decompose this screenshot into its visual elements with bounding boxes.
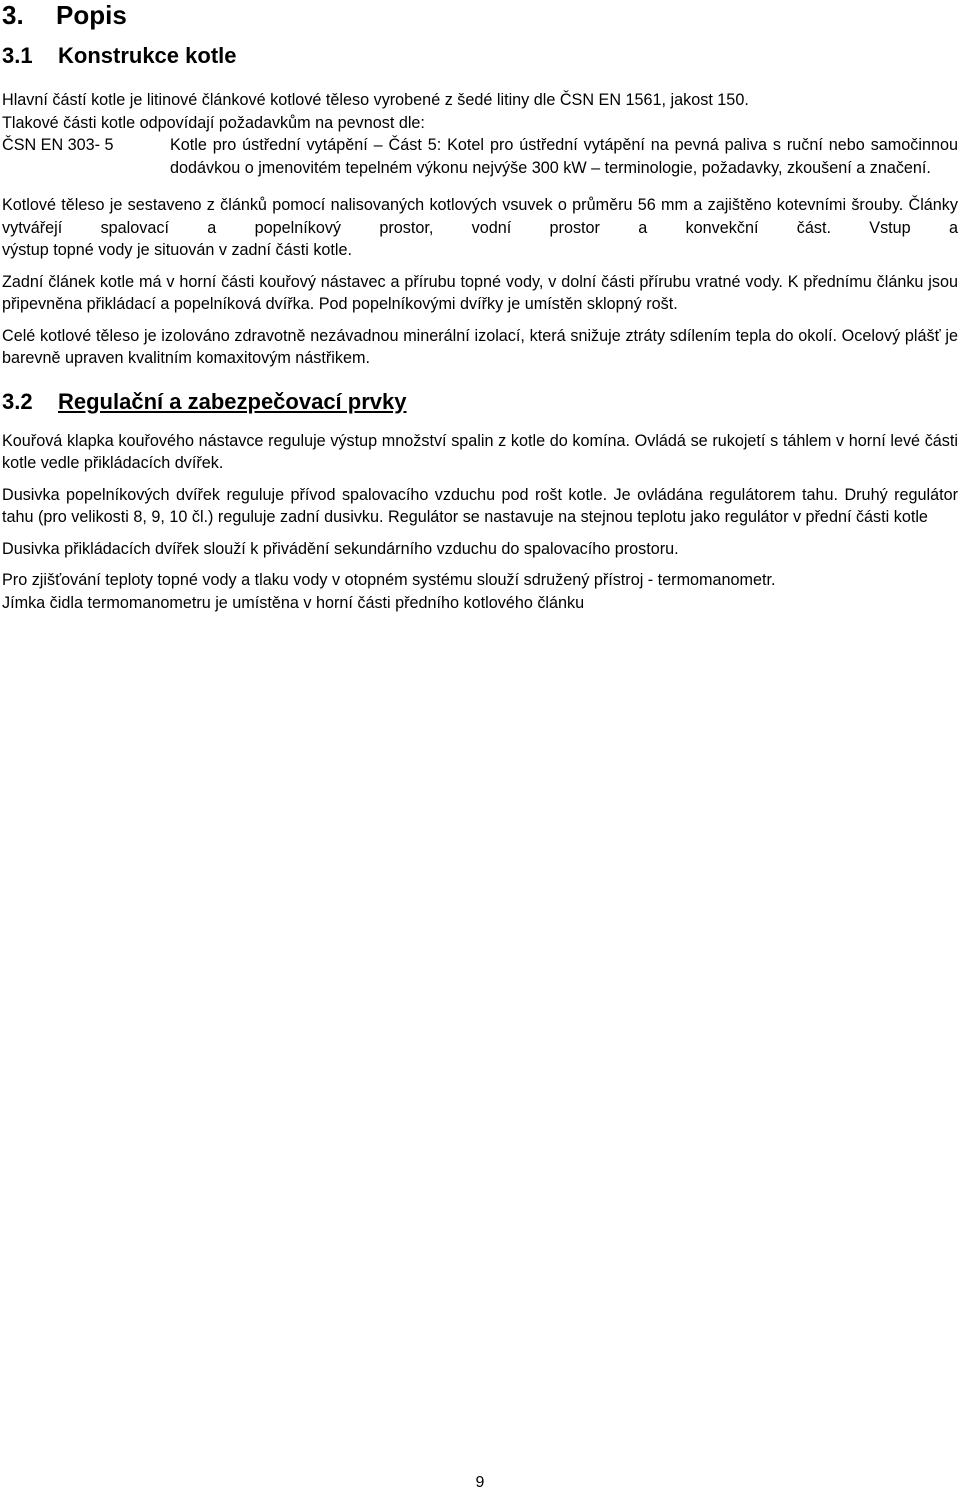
paragraph-body-construction-a: Kotlové těleso je sestaveno z článků pomocí nalisovaných kotlových vsuvek o průměru 56 mm a zajištěno kotevními šrouby. Články vytvářejí spalovací a popelníkový prostor, vodní prostor a konvekční část. Vstup a — [2, 196, 958, 237]
chapter-number: 3. — [2, 0, 24, 30]
standard-description: Kotle pro ústřední vytápění – Část 5: Kotel pro ústřední vytápění na pevná paliva s ruční nebo samočinnou dodávkou o jmenovitém tepelném výkonu nejvýše 300 kW – terminologie, požadavky, zkoušení a značení. — [170, 136, 958, 177]
chapter-heading — [2, 0, 958, 30]
paragraph-rear-section: Zadní článek kotle má v horní části kouřový nástavec a přírubu topné vody, v dolní části přírubu vratné vody. K přednímu článku jsou připevněna přikládací a popelníková dvířka. Pod popelníkovými dvířky je umístěn sklopný rošt. — [2, 272, 958, 313]
page-content — [2, 0, 958, 614]
standard-code: ČSN EN 303- 5 — [2, 136, 114, 154]
paragraph-body-construction-b: výstup topné vody je situován v zadní části kotle. — [2, 241, 353, 259]
paragraph-thermomanometer-b: Jímka čidla termomanometru je umístěna v horní části předního kotlového článku — [2, 593, 585, 612]
paragraph-insulation: Celé kotlové těleso je izolováno zdravotně nezávadnou minerální izolací, která snižuje ztráty sdílením tepla do okolí. Ocelový plášť je barevně upraven kvalitním komaxitovým nástřikem. — [2, 326, 958, 367]
intro-line-1: Hlavní částí kotle je litinové článkové kotlové těleso vyrobené z šedé litiny dle ČSN EN 1561, jakost 150. — [2, 91, 749, 109]
chapter-title: Popis — [56, 0, 127, 30]
section-title: Regulační a zabezpečovací prvky — [58, 388, 407, 414]
standard-row — [2, 134, 958, 179]
section-title: Konstrukce kotle — [58, 43, 237, 68]
paragraph-smoke-damper: Kouřová klapka kouřového nástavce reguluje výstup množství spalin z kotle do komína. Ovládá se rukojetí s táhlem v horní levé části kotle vedle přikládacích dvířek. — [2, 431, 958, 472]
paragraph-draft-regulator: Dusivka popelníkových dvířek reguluje přívod spalovacího vzduchu pod rošt kotle. Je ovládána regulátorem tahu. Druhý regulátor tahu (pro velikosti 8, 9, 10 čl.) reguluje zadní dusivku. Regulátor se nastavuje na stejnou teplotu jako regulátor v přední části kotle — [2, 485, 958, 526]
section-number: 3.1 — [2, 43, 33, 68]
section-number: 3.2 — [2, 388, 33, 414]
paragraph-thermomanometer-a: Pro zjišťování teploty topné vody a tlaku vody v otopném systému slouží sdružený přístroj - termomanometr. — [2, 571, 776, 589]
intro-line-2: Tlakové části kotle odpovídají požadavkům na pevnost dle: — [2, 113, 425, 132]
page-number: 9 — [475, 1474, 485, 1491]
paragraph-secondary-air: Dusivka přikládacích dvířek slouží k přivádění sekundárního vzduchu do spalovacího prostoru. — [2, 539, 679, 558]
section-heading-3-1 — [2, 42, 958, 70]
section-heading-3-2 — [2, 388, 958, 416]
